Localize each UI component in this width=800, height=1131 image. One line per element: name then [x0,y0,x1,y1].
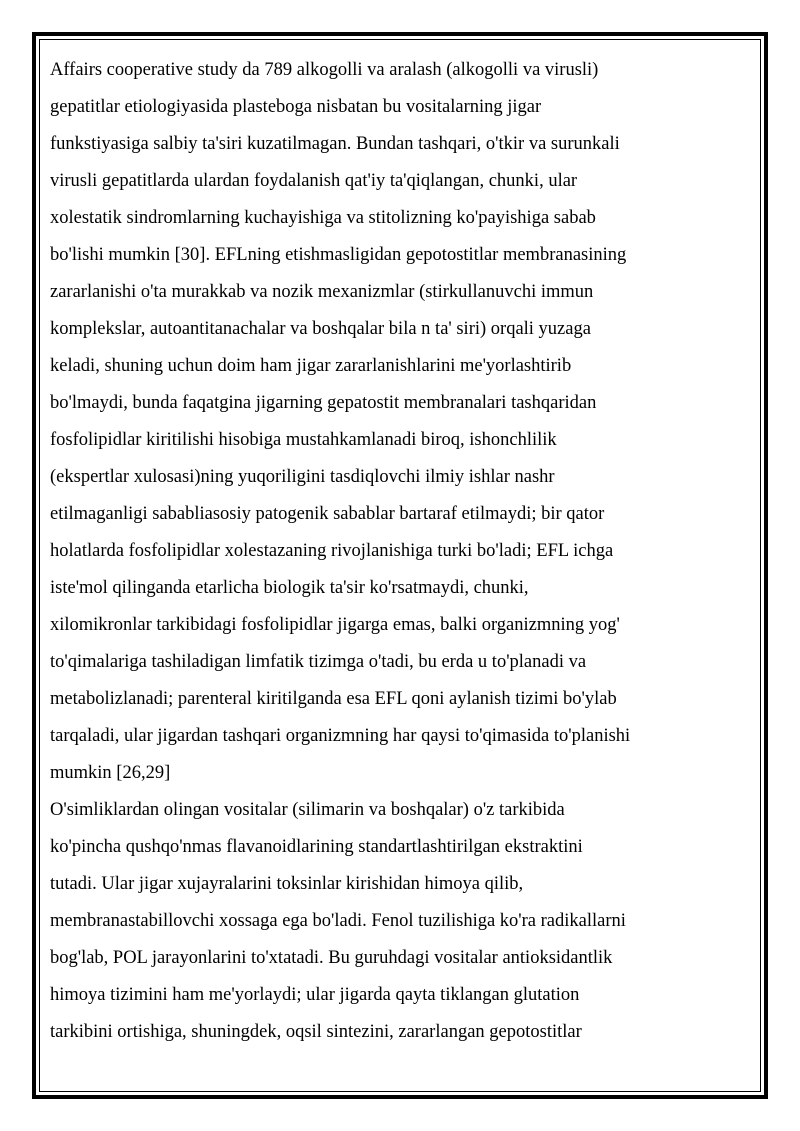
paragraph-2: O'simliklardan olingan vositalar (silimarin va boshqalar) o'z tarkibida ko'pincha qushqo'nmas flavanoidlarining standartlashtirilgan ekstraktini tutadi. Ular jigar xujayralarini toksinlar kirishidan himoya qilib, membranastabillovchi xossaga ega bo'ladi. Fenol tuzilishiga ko'ra radikallarni bog'lab, POL jarayonlarini to'xtatadi. Bu guruhdagi vositalar antioksidantlik himoya tizimini ham me'yorlaydi; ular jigarda qayta tiklangan glutation tarkibini ortishiga, shuningdek, oqsil sintezini, zararlangan gepotostitlar [50,800,626,1042]
page-border-outer [32,32,768,1099]
document-body [50,52,730,1051]
page-border-inner [39,39,761,1092]
paragraph-1: Affairs cooperative study da 789 alkogolli va aralash (alkogolli va virusli) gepatitlar etiologiyasida plasteboga nisbatan bu vositalarning jigar funkstiyasiga salbiy ta'siri kuzatilmagan. Bundan tashqari, o'tkir va surunkali virusli gepatitlarda ulardan foydalanish qat'iy ta'qiqlangan, chunki, ular xolestatik sindromlarning kuchayishiga va stitolizning ko'payishiga sabab bo'lishi mumkin [30]. EFLning etishmasligidan gepotostitlar membranasining zararlanishi o'ta murakkab va nozik mexanizmlar (stirkullanuvchi immun komplekslar, autoantitanachalar va boshqalar bila n ta' siri) orqali yuzaga keladi, shuning uchun doim ham jigar zararlanishlarini me'yorlashtirib bo'lmaydi, bunda faqatgina jigarning gepatostit membranalari tashqaridan fosfolipidlar kiritilishi hisobiga mustahkamlanadi biroq, ishonchlilik (ekspertlar xulosasi)ning yuqoriligini tasdiqlovchi ilmiy ishlar nashr etilmaganligi sababliasosiy patogenik sabablar bartaraf etilmaydi; bir qator holatlarda fosfolipidlar xolestazaning rivojlanishiga turki bo'ladi; EFL ichga iste'mol qilinganda etarlicha biologik ta'sir ko'rsatmaydi, chunki, xilomikronlar tarkibidagi fosfolipidlar jigarga emas, balki organizmning yog' to'qimalariga tashiladigan limfatik tizimga o'tadi, bu erda u to'planadi va metabolizlanadi; parenteral kiritilganda esa EFL qoni aylanish tizimi bo'ylab tarqaladi, ular jigardan tashqari organizmning har qaysi to'qimasida to'planishi mumkin [26,29] [50,60,631,783]
